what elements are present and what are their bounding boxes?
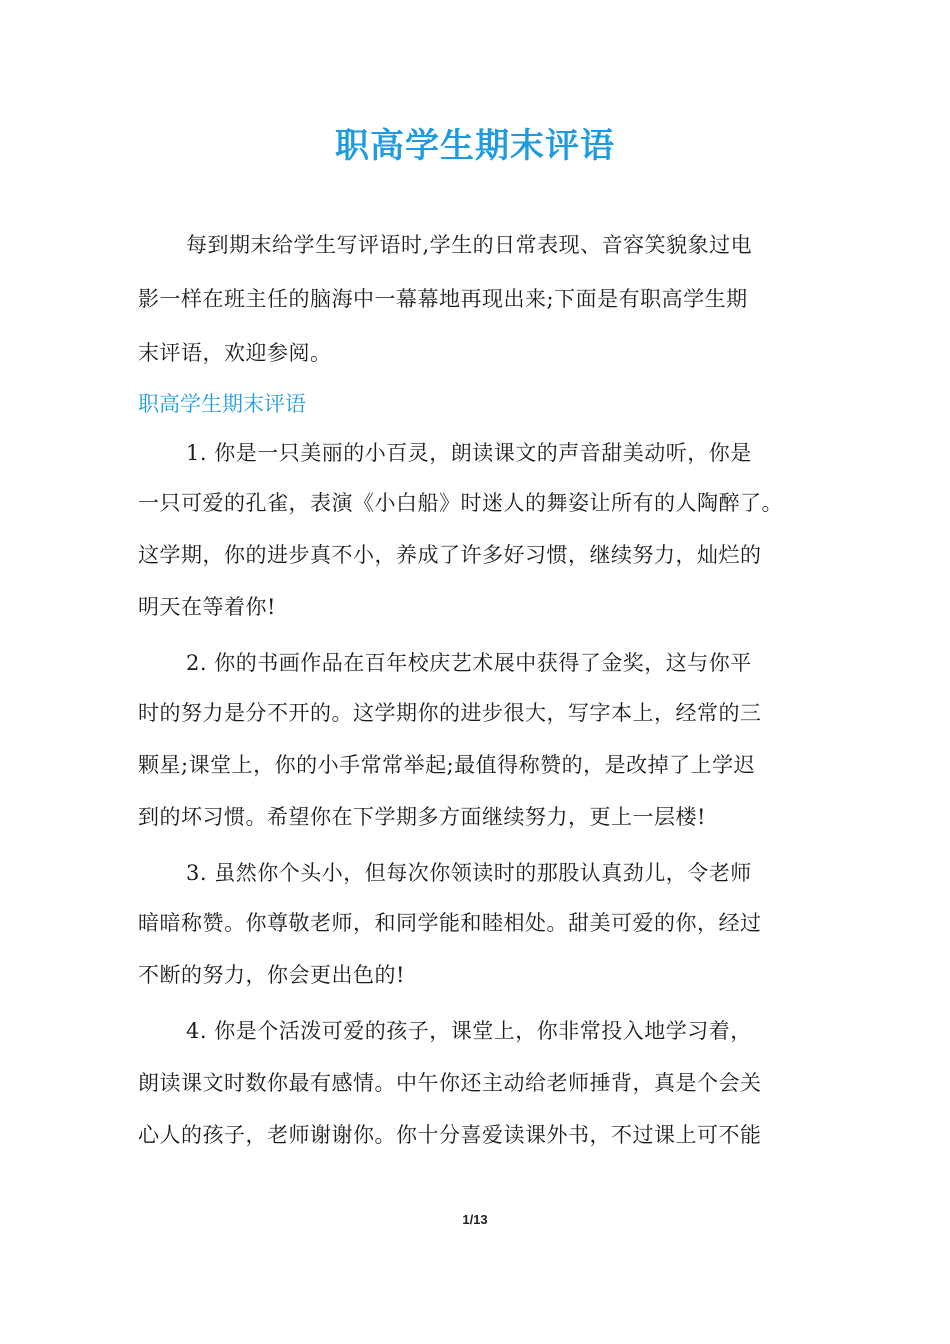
page-number: 1/13 — [462, 1212, 488, 1227]
intro-line: 每到期末给学生写评语时,学生的日常表现、音容笑貌象过电 — [186, 233, 753, 257]
comment-1-line: 这学期，你的进步真不小，养成了许多好习惯，继续努力，灿烂的 — [138, 543, 762, 567]
comment-3-line: 3. 虽然你个头小，但每次你领读时的那股认真劲儿，令老师 — [186, 861, 752, 885]
comment-1-line: 一只可爱的孔雀，表演《小白船》时迷人的舞姿让所有的人陶醉了。 — [138, 491, 783, 515]
comment-2-line: 到的坏习惯。希望你在下学期多方面继续努力，更上一层楼! — [138, 805, 706, 829]
comment-3-line: 不断的努力，你会更出色的! — [138, 963, 405, 987]
section-subheading: 职高学生期末评语 — [138, 392, 306, 416]
comment-4-line: 朗读课文时数你最有感情。中午你还主动给老师捶背，真是个会关 — [138, 1071, 762, 1095]
comment-3-line: 暗暗称赞。你尊敬老师，和同学能和睦相处。甜美可爱的你，经过 — [138, 911, 762, 935]
comment-2-line: 颗星;课堂上，你的小手常常举起;最值得称赞的，是改掉了上学迟 — [138, 753, 756, 777]
intro-line: 影一样在班主任的脑海中一幕幕地再现出来;下面是有职高学生期 — [138, 287, 748, 311]
document-title: 职高学生期末评语 — [335, 126, 615, 166]
comment-1-line: 1. 你是一只美丽的小百灵，朗读课文的声音甜美动听，你是 — [186, 441, 752, 465]
comment-4-line: 4. 你是个活泼可爱的孩子，课堂上，你非常投入地学习着， — [186, 1019, 752, 1043]
comment-2-line: 2. 你的书画作品在百年校庆艺术展中获得了金奖，这与你平 — [186, 651, 752, 675]
comment-2-line: 时的努力是分不开的。这学期你的进步很大，写字本上，经常的三 — [138, 701, 762, 725]
comment-1-line: 明天在等着你! — [138, 595, 276, 619]
comment-4-line: 心人的孩子，老师谢谢你。你十分喜爱读课外书，不过课上可不能 — [138, 1123, 762, 1147]
intro-line: 末评语，欢迎参阅。 — [138, 341, 332, 365]
